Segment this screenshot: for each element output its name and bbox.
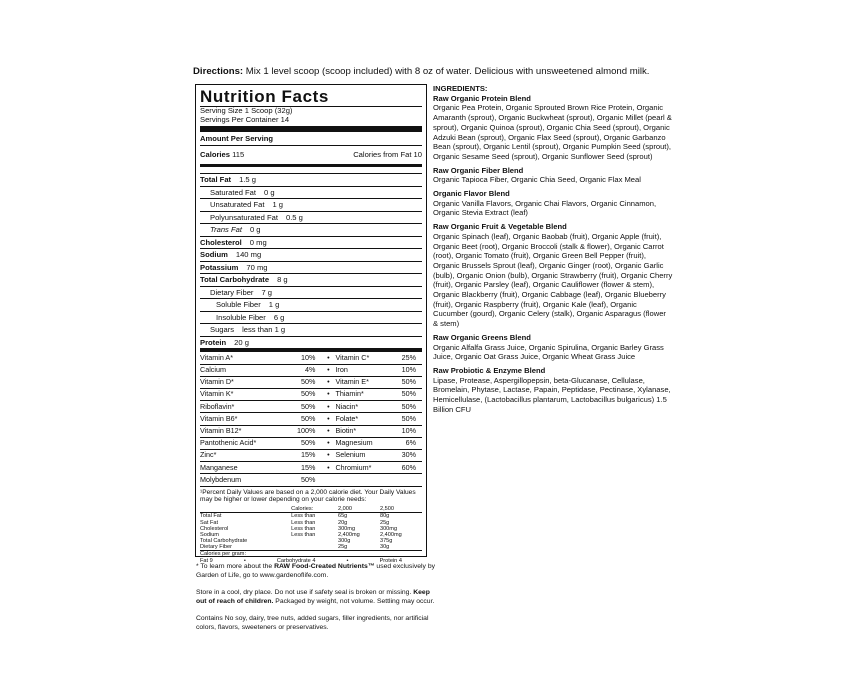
ingredient-group-text: Organic Tapioca Fiber, Organic Chia Seed, Organic Flax Meal — [433, 175, 641, 185]
serving-size: Serving Size 1 Scoop (32g) — [200, 106, 293, 115]
vitamin-name: Magnesium — [335, 437, 391, 449]
nutrient-label: Trans Fat — [210, 225, 242, 235]
dv-cell: Total Fat — [200, 513, 222, 520]
nutrient-value: 0 mg — [249, 237, 267, 247]
vitamin-name: Calcium — [200, 364, 285, 376]
nutrient-label: Dietary Fiber — [210, 287, 254, 297]
nutrient-value: 1.5 g — [239, 175, 256, 185]
vitamin-dot: • — [321, 413, 335, 425]
vitamin-dot — [321, 474, 335, 486]
nutrient-row — [200, 198, 422, 211]
dv-cell: 300mg — [379, 525, 398, 532]
vitamin-percent: 30% — [391, 449, 422, 461]
ingredient-group-text: Organic Vanilla Flavors, Organic Chai Flavors, Organic Cinnamon, Organic Stevia Extract (leaf) — [433, 198, 657, 218]
vitamin-name: Biotin* — [335, 425, 391, 437]
ingredient-group-text: Organic Alfalfa Grass Juice, Organic Spirulina, Organic Barley Grass Juice, Organic Oat Grass Juice, Organic Wheat Grass Juice — [433, 342, 664, 362]
dv-header-cell: 2,000 — [338, 506, 380, 513]
dv-cell: Dietary Fiber — [200, 544, 233, 551]
calories-row — [200, 145, 422, 164]
vitamin-row — [200, 425, 422, 437]
dv-cell: 20g — [337, 519, 348, 526]
nutrient-row — [200, 286, 422, 299]
vitamin-row — [200, 389, 422, 401]
dv-cell: Cholesterol — [200, 525, 229, 532]
vitamin-percent: 50% — [391, 389, 422, 401]
daily-value-table — [200, 506, 422, 550]
dv-header-cell — [200, 506, 291, 513]
vitamin-dot: • — [321, 462, 335, 474]
ingredient-group — [433, 366, 673, 415]
vitamin-name: Zinc* — [200, 449, 285, 461]
dv-row — [200, 513, 422, 520]
vitamin-name: Niacin* — [335, 401, 391, 413]
nutrient-label: Saturated Fat — [210, 187, 257, 197]
vitamin-name: Vitamin A* — [200, 352, 285, 364]
daily-value-footnote: ¹Percent Daily Values are based on a 2,000 calorie diet. Your Daily Values may be higher or lower depending on your calorie needs: — [200, 488, 416, 504]
ingredient-group-name: Raw Organic Protein Blend — [433, 93, 531, 103]
vitamin-percent: 50% — [391, 376, 422, 388]
vitamin-name: Pantothenic Acid* — [200, 437, 285, 449]
ingredient-group-text: Lipase, Protease, Aspergillopepsin, beta-Glucanase, Cellulase, Bromelain, Phytase, Lactase, Papain, Peptidase, Pectinase, Xylanase, Hemicellulase, (Lactobacillus plantarum, Lactobacillus bulgaricus) 1.5 Billion CFU — [433, 375, 671, 414]
nutrient-row — [200, 248, 422, 261]
vitamin-name: Selenium — [335, 449, 391, 461]
vitamin-name: Vitamin B6* — [200, 413, 285, 425]
note-contains: Contains No soy, dairy, tree nuts, added sugars, filler ingredients, nor artificial colors, flavors, sweeteners or preservatives. — [196, 615, 429, 631]
dv-header-row — [200, 506, 422, 513]
servings-per-container: Servings Per Container 14 — [200, 114, 290, 124]
nutrient-value: 6 g — [273, 312, 285, 322]
vitamin-name: Molybdenum — [200, 474, 285, 486]
calories-value: 115 — [232, 150, 245, 160]
nutrient-row — [200, 323, 422, 336]
nutrient-value: 70 mg — [246, 262, 268, 272]
vitamin-name — [335, 474, 391, 486]
vitamin-dot: • — [321, 449, 335, 461]
vitamin-row — [200, 376, 422, 388]
note-storage: Store in a cool, dry place. Do not use if safety seal is broken or missing. Keep out of reach of children. Packaged by weight, not volume. Settling may occur. — [196, 589, 435, 605]
vitamin-percent: 50% — [285, 474, 322, 486]
vitamin-row — [200, 364, 422, 376]
cal-protein: Protein 4 — [379, 557, 402, 564]
notes-section — [196, 562, 436, 640]
calories-per-gram: Calories per gram: — [200, 551, 247, 558]
nutrient-label: Total Fat — [200, 175, 232, 185]
nutrient-label: Sodium — [200, 250, 228, 260]
ingredient-group — [433, 189, 673, 218]
nutrient-value: 140 mg — [235, 250, 262, 260]
vitamin-dot: • — [321, 425, 335, 437]
nutrient-row — [200, 336, 422, 349]
ingredient-group-name: Raw Organic Greens Blend — [433, 332, 531, 342]
vitamin-name: Vitamin C* — [335, 352, 391, 364]
vitamin-name: Folate* — [335, 413, 391, 425]
dv-header-cell: 2,500 — [380, 506, 422, 513]
vitamin-dot: • — [321, 376, 335, 388]
nutrient-row — [200, 236, 422, 249]
ingredient-group-name: Raw Organic Fiber Blend — [433, 165, 524, 175]
dv-cell: Less than — [291, 525, 316, 532]
vitamin-percent: 50% — [285, 389, 322, 401]
vitamin-row — [200, 401, 422, 413]
dv-cell: 300g — [337, 538, 351, 545]
vitamin-dot: • — [321, 389, 335, 401]
nutrient-label: Insoluble Fiber — [216, 312, 266, 322]
ingredient-group-name: Raw Probiotic & Enzyme Blend — [433, 365, 546, 375]
nutrient-label: Unsaturated Fat — [210, 200, 265, 210]
vitamin-percent: 15% — [285, 462, 322, 474]
calories-from-fat: Calories from Fat 10 — [353, 150, 422, 160]
vitamin-row — [200, 352, 422, 364]
ingredient-group — [433, 222, 673, 329]
cal-sep-2: • — [346, 557, 349, 564]
vitamin-percent: 50% — [285, 437, 322, 449]
vitamin-percent: 10% — [285, 352, 322, 364]
vitamin-percent: 50% — [285, 413, 322, 425]
nutrient-value: less than 1 g — [242, 325, 286, 335]
vitamin-row — [200, 462, 422, 474]
ingredient-group — [433, 333, 673, 362]
cal-sep-1: • — [243, 557, 246, 564]
nutrient-list — [200, 173, 422, 348]
ingredients-title: INGREDIENTS: — [433, 84, 488, 93]
dv-cell: 300mg — [337, 525, 356, 532]
vitamin-dot: • — [321, 437, 335, 449]
vitamin-name: Iron — [335, 364, 391, 376]
ingredients-section — [433, 84, 673, 419]
directions-label: Directions: — [193, 66, 244, 77]
nutrient-value: 8 g — [277, 275, 288, 285]
nutrient-row — [200, 261, 422, 274]
vitamin-row — [200, 449, 422, 461]
nutrient-label: Total Carbohydrate — [200, 275, 270, 285]
ingredient-group-name: Raw Organic Fruit & Vegetable Blend — [433, 222, 567, 232]
vitamin-percent: 100% — [285, 425, 322, 437]
vitamin-percent: 50% — [285, 401, 322, 413]
nutrition-facts-title: Nutrition Facts — [200, 87, 329, 106]
vitamin-percent: 10% — [391, 364, 422, 376]
vitamin-percent: 25% — [391, 352, 422, 364]
directions — [193, 66, 843, 77]
cal-carb: Carbohydrate 4 — [276, 557, 316, 564]
vitamin-percent: 50% — [391, 401, 422, 413]
dv-cell: 25g — [379, 519, 390, 526]
nutrient-value: 1 g — [272, 200, 284, 210]
vitamin-name: Vitamin B12* — [200, 425, 285, 437]
vitamin-name: Riboflavin* — [200, 401, 285, 413]
nutrient-value: 7 g — [261, 287, 273, 297]
vitamin-dot: • — [321, 401, 335, 413]
note-raw-food: * To learn more about the RAW Food-Created Nutrients™ used exclusively by Garden of Life, go to www.gardenoflife.com. — [196, 563, 435, 579]
nutrient-label: Sugars — [210, 325, 235, 335]
nutrient-row — [200, 173, 422, 186]
amount-per-serving: Amount Per Serving — [200, 134, 273, 144]
nutrient-value: 1 g — [268, 300, 280, 310]
dv-cell: Sodium — [200, 531, 219, 538]
dv-cell: 375g — [379, 538, 393, 545]
directions-text: Mix 1 level scoop (scoop included) with 8 oz of water. Delicious with unsweetened almond milk. — [243, 66, 650, 77]
calories-label: Calories — [200, 150, 230, 160]
nutrient-row — [200, 211, 422, 224]
dv-cell: 25g — [337, 544, 348, 551]
vitamin-percent: 15% — [285, 449, 322, 461]
ingredient-group-text: Organic Spinach (leaf), Organic Baobab (fruit), Organic Apple (fruit), Organic Beet (root), Organic Broccoli (stalk & flower), Organic Carrot (root), Organic Tomato (fruit), Organic Green Bell Pepper (fruit), Organic Brussels Sprout (leaf), Organic Ginger (root), Organic Garlic (bulb), Organic Onion (bulb), Organic Strawberry (fruit), Organic Cherry (fruit), Organic Parsley (leaf), Organic Cauliflower (flower & stem), Organic Blackberry (fruit), Organic Cabbage (leaf), Organic Blueberry (fruit), Organic Raspberry (fruit), Organic Kale (leaf), Organic Cucumber (gourd), Organic Celery (stalk), Organic Asparagus (flower & stem) — [433, 231, 673, 329]
vitamin-percent: 50% — [391, 413, 422, 425]
nutrient-value: 0.5 g — [285, 212, 303, 222]
dv-cell: Less than — [291, 519, 316, 526]
vitamin-percent: 10% — [391, 425, 422, 437]
nutrient-row — [200, 298, 422, 311]
ingredient-group-text: Organic Pea Protein, Organic Sprouted Brown Rice Protein, Organic Amaranth (sprout), Organic Buckwheat (sprout), Organic Millet (pearl & sprout), Organic Quinoa (sprout), Organic Chia Seed (sprout), Organic Adzuki Bean (sprout), Organic Flax Seed (sprout), Organic Garbanzo Bean (sprout), Organic Lentil (sprout), Organic Pumpkin Seed (sprout), Organic Sesame Seed (sprout), Organic Sunflower Seed (sprout) — [433, 103, 672, 161]
vitamin-row — [200, 413, 422, 425]
vitamin-name: Chromium* — [335, 462, 391, 474]
dv-cell: Less than — [291, 531, 316, 538]
vitamin-dot: • — [321, 364, 335, 376]
ingredient-group — [433, 94, 673, 162]
nutrient-value: 20 g — [234, 337, 249, 347]
vitamin-row — [200, 474, 422, 486]
dv-cell: Sat Fat — [200, 519, 219, 526]
nutrient-row — [200, 311, 422, 324]
dv-cell: Total Carbohydrate — [200, 538, 248, 545]
vitamin-percent: 6% — [391, 437, 422, 449]
vitamin-name: Vitamin K* — [200, 389, 285, 401]
ingredient-group — [433, 166, 673, 185]
vitamin-name: Vitamin D* — [200, 376, 285, 388]
vitamin-percent: 50% — [285, 376, 322, 388]
nutrient-row — [200, 273, 422, 286]
vitamin-name: Thiamin* — [335, 389, 391, 401]
vitamin-name: Manganese — [200, 462, 285, 474]
dv-cell: 30g — [379, 544, 390, 551]
nutrition-facts-panel — [195, 84, 427, 564]
dv-cell: 80g — [379, 513, 390, 520]
dv-header-cell: Calories: — [291, 506, 338, 513]
nutrient-label: Cholesterol — [200, 237, 242, 247]
dv-cell: 2,400mg — [379, 531, 402, 538]
vitamin-name: Vitamin E* — [335, 376, 391, 388]
vitamin-percent: 60% — [391, 462, 422, 474]
vitamin-percent: 4% — [285, 364, 322, 376]
vitamin-percent — [391, 474, 422, 486]
dv-cell: 65g — [337, 513, 348, 520]
nutrient-label: Polyunsaturated Fat — [210, 212, 278, 222]
vitamin-row — [200, 437, 422, 449]
nutrient-label: Soluble Fiber — [216, 300, 261, 310]
nutrient-row — [200, 186, 422, 199]
nutrient-label: Protein — [200, 337, 227, 347]
cal-fat: Fat 9 — [200, 557, 213, 564]
nutrient-value: 0 g — [264, 187, 275, 197]
dv-cell: Less than — [291, 513, 316, 520]
nutrient-row — [200, 223, 422, 236]
ingredient-group-name: Organic Flavor Blend — [433, 189, 510, 199]
dv-cell: 2,400mg — [337, 531, 360, 538]
vitamin-table — [200, 351, 422, 485]
nutrient-value: 0 g — [249, 225, 261, 235]
vitamin-dot: • — [321, 352, 335, 364]
nutrient-label: Potassium — [200, 262, 239, 272]
